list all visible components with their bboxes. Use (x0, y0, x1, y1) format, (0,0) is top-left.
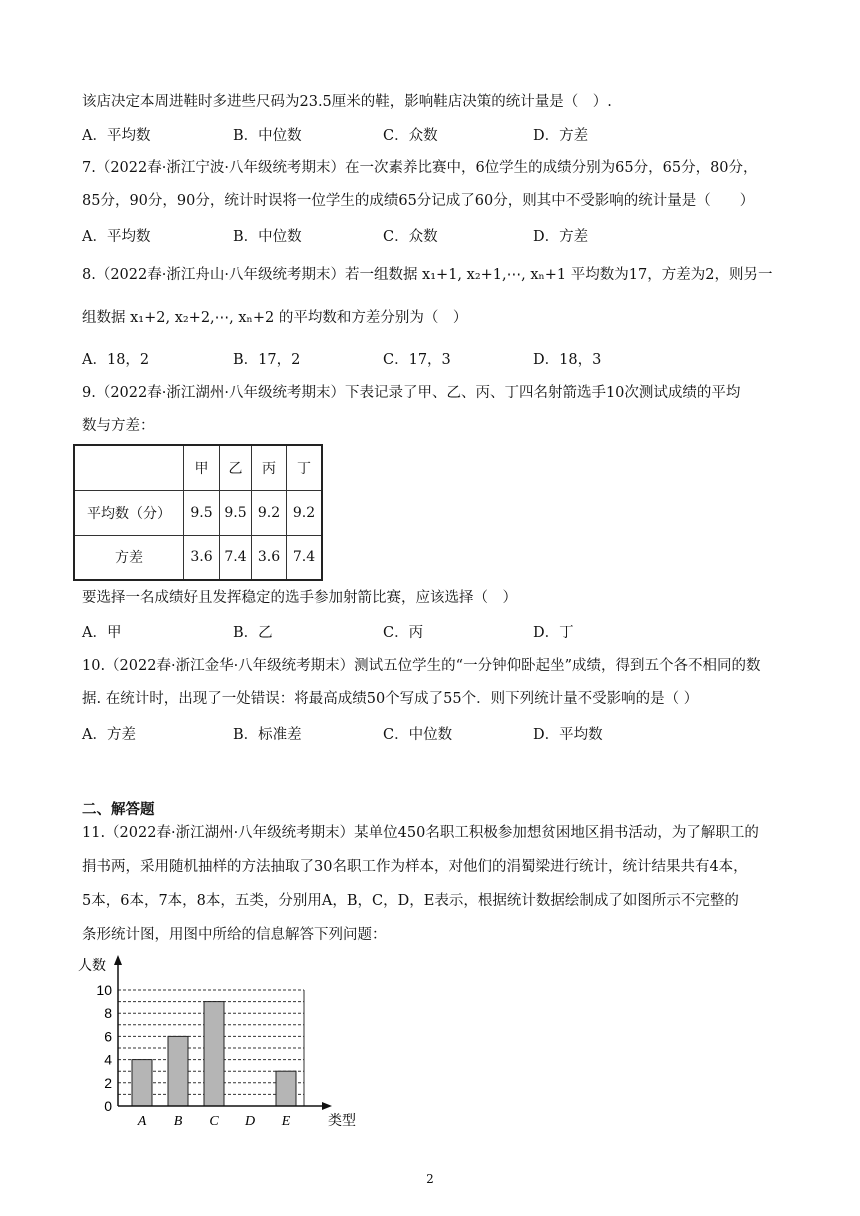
option-a: A．甲 (82, 625, 122, 641)
y-axis-arrow (114, 955, 122, 965)
q8-options (82, 348, 782, 368)
q10-options (82, 723, 782, 743)
option-b: B．标准差 (233, 727, 302, 743)
q11-stem-line1: 11.（2022春·浙江湖州·八年级统考期末）某单位450名职工积极参加想贫困地区捐书活动，为了解职工的 (82, 825, 759, 841)
option-d: D．方差 (533, 229, 589, 245)
q6-stem: 该店决定本周进鞋时多进些尺码为23.5厘米的鞋，影响鞋店决策的统计量是（ ）. (82, 94, 612, 110)
option-b: B．中位数 (233, 229, 302, 245)
option-b: B．中位数 (233, 128, 302, 144)
y-tick-label: 6 (104, 1028, 112, 1045)
table-row (74, 490, 322, 535)
table-cell: 平均数（分） (74, 490, 184, 535)
option-b: B．17，2 (233, 352, 301, 368)
table-cell: 3.6 (252, 535, 287, 580)
option-a: A．方差 (82, 727, 136, 743)
table-header-cell (74, 445, 184, 490)
y-tick-label: 10 (96, 982, 112, 998)
table-cell: 9.5 (220, 490, 252, 535)
q11-stem-line3: 5本，6本，7本，8本，五类，分别用A，B，C，D，E表示，根据统计数据绘制成了如图所示不完整的 (82, 893, 739, 909)
table-cell: 7.4 (287, 535, 323, 580)
option-d: D．18，3 (533, 352, 602, 368)
q6-options (82, 124, 782, 144)
bar (168, 1036, 188, 1106)
option-d: D．平均数 (533, 727, 603, 743)
q8-stem-line2: 组数据 x₁+2, x₂+2,⋯, xₙ+2 的平均数和方差分别为（ ） (82, 310, 468, 326)
table-header-cell: 丁 (287, 445, 323, 490)
bar (204, 1002, 224, 1106)
q7-stem-line2: 85分，90分，90分，统计时误将一位学生的成绩65分记成了60分，则其中不受影响的统计量是（ ） (82, 193, 755, 209)
table-cell: 9.2 (287, 490, 323, 535)
q10-stem-line2: 据. 在统计时，出现了一处错误：将最高成绩50个写成了55个．则下列统计量不受影响的是（ ） (82, 691, 699, 707)
x-tick-label: D (244, 1114, 256, 1129)
x-tick-label: B (173, 1114, 183, 1129)
bar (276, 1071, 296, 1106)
x-tick-label: A (137, 1114, 147, 1129)
q9-after: 要选择一名成绩好且发挥稳定的选手参加射箭比赛，应该选择（ ） (82, 590, 517, 606)
y-axis-label: 人数 (78, 958, 106, 974)
table-header-row (74, 445, 322, 490)
q9-options (82, 621, 782, 641)
table-cell: 7.4 (220, 535, 252, 580)
option-b: B．乙 (233, 625, 273, 641)
x-axis-arrow (322, 1102, 332, 1110)
section-heading: 二、解答题 (82, 802, 155, 818)
score-table (73, 444, 323, 581)
bar (132, 1060, 152, 1106)
q9-stem-line1: 9.（2022春·浙江湖州·八年级统考期末）下表记录了甲、乙、丙、丁四名射箭选手10次测试成绩的平均 (82, 385, 741, 401)
q7-options (82, 225, 782, 245)
option-a: A．18，2 (82, 352, 150, 368)
option-d: D．丁 (533, 625, 574, 641)
table-cell: 9.5 (184, 490, 220, 535)
q7-stem-line1: 7.（2022春·浙江宁波·八年级统考期末）在一次素养比赛中，6位学生的成绩分别为65分，65分，80分， (82, 160, 758, 176)
option-c: C．丙 (383, 625, 424, 641)
option-d: D．方差 (533, 128, 589, 144)
table-row (74, 535, 322, 580)
q10-stem-line1: 10.（2022春·浙江金华·八年级统考期末）测试五位学生的“一分钟仰卧起坐”成绩，得到五个各不相同的数 (82, 658, 761, 674)
option-a: A．平均数 (82, 128, 151, 144)
option-c: C．众数 (383, 128, 438, 144)
x-tick-label: C (209, 1114, 219, 1129)
option-a: A．平均数 (82, 229, 151, 245)
y-tick-label: 2 (104, 1074, 112, 1091)
x-tick-label: E (281, 1114, 291, 1129)
y-tick-label: 8 (104, 1005, 112, 1022)
table-cell: 9.2 (252, 490, 287, 535)
q8-stem-line1: 8.（2022春·浙江舟山·八年级统考期末）若一组数据 x₁+1, x₂+1,⋯, xₙ+1 平均数为17，方差为2，则另一 (82, 267, 773, 283)
page-number: 2 (426, 1172, 434, 1186)
q11-stem-line2: 捐书两，采用随机抽样的方法抽取了30名职工作为样本，对他们的涓蜀梁进行统计，统计结果共有4本， (82, 859, 748, 875)
y-tick-label: 4 (104, 1051, 112, 1068)
y-tick-label: 0 (104, 1098, 112, 1114)
table-header-cell: 甲 (184, 445, 220, 490)
option-c: C．17，3 (383, 352, 451, 368)
option-c: C．中位数 (383, 727, 453, 743)
table-header-cell: 丙 (252, 445, 287, 490)
bar-chart (70, 954, 370, 1129)
option-c: C．众数 (383, 229, 438, 245)
table-header-cell: 乙 (220, 445, 252, 490)
q11-stem-line4: 条形统计图，用图中所给的信息解答下列问题： (82, 927, 387, 943)
table-cell: 3.6 (184, 535, 220, 580)
q9-stem-line2: 数与方差： (82, 418, 155, 434)
table-cell: 方差 (74, 535, 184, 580)
x-axis-label: 类型 (328, 1113, 356, 1129)
